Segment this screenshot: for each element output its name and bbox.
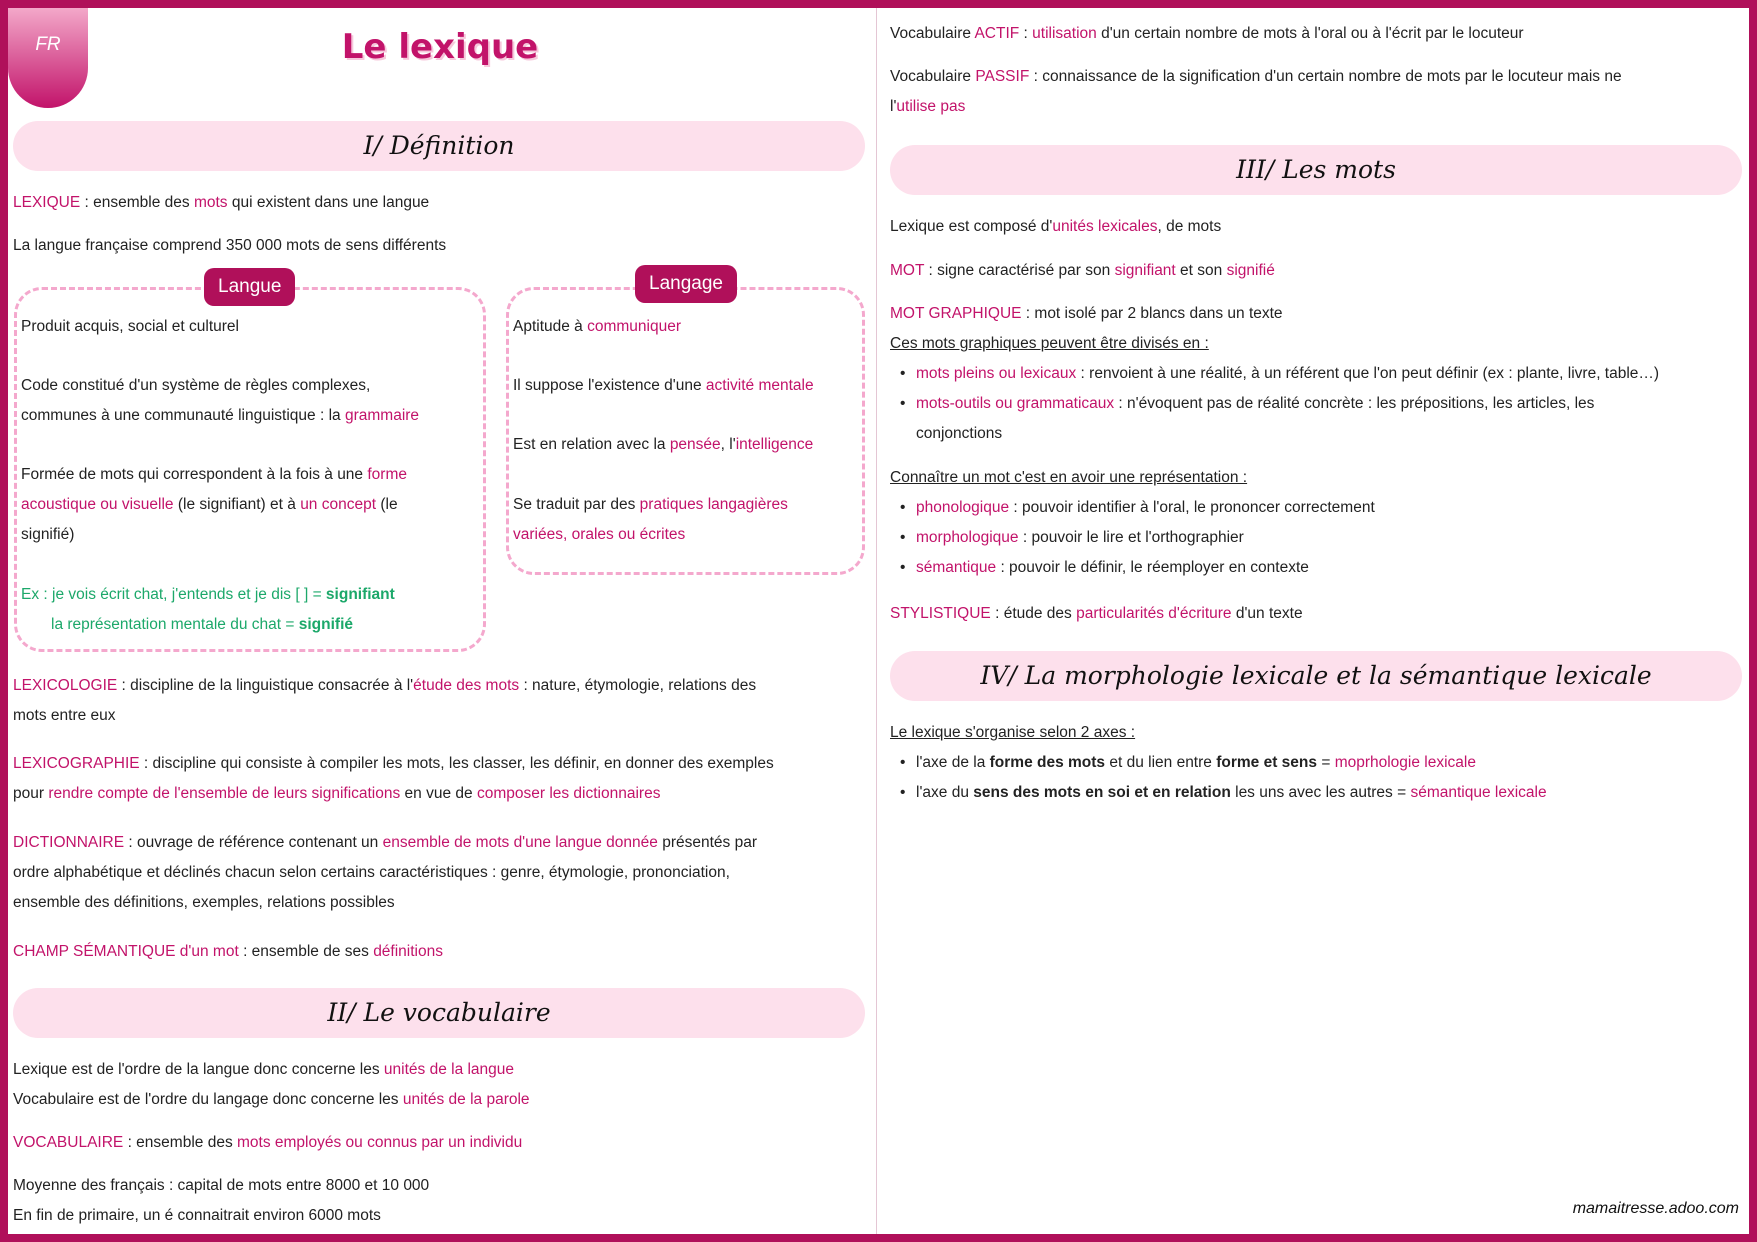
langage-line-1: Aptitude à communiquer [513,318,682,335]
langue-line-2: Code constitué d'un système de règles complexes, communes à une communauté linguistique : la grammaire [21,377,420,424]
list-item: • phonologique : pouvoir identifier à l'oral, le prononcer correctement [890,493,1750,523]
vocabulaire-line-2: Vocabulaire est de l'ordre du langage donc concerne les unités de la parole [13,1091,530,1108]
vocabulaire-line-1: Lexique est de l'ordre de la langue donc concerne les unités de la langue [13,1061,515,1078]
axes-list [890,748,1750,808]
organise-heading: Le lexique s'organise selon 2 axes : [890,724,1136,741]
list-item: • l'axe de la forme des mots et du lien entre forme et sens = moprhologie lexicale [890,748,1750,778]
stylistique-definition: STYLISTIQUE : étude des particularités d'écriture d'un texte [890,605,1303,622]
section-heading-mots: III/ Les mots [890,145,1742,195]
vocabulaire-actif: Vocabulaire ACTIF : utilisation d'un certain nombre de mots à l'oral ou à l'écrit par le locuteur [890,25,1524,42]
langue-example: Ex : je vois écrit chat, j'entends et je dis [ ] = signifiant la représentation mentale du chat = signifié [21,586,395,633]
list-item: • l'axe du sens des mots en soi et en relation les uns avec les autres = sémantique lexicale [890,778,1750,808]
vocabulaire-definition: VOCABULAIRE : ensemble des mots employés ou connus par un individu [13,1134,523,1151]
connaitre-heading: Connaître un mot c'est en avoir une représentation : [890,469,1248,486]
lexicographie-definition: LEXICOGRAPHIE : discipline qui consiste à compiler les mots, les classer, les définir, en donner des exemples pour rendre compte de l'ensemble de leurs significations en vue de composer les dictionnaires [13,755,774,802]
representation-list [890,493,1750,583]
mot-graphique-definition: MOT GRAPHIQUE : mot isolé par 2 blancs dans un texte [890,305,1283,322]
primaire-line: En fin de primaire, un é connaitrait environ 6000 mots [13,1207,381,1224]
column-divider [876,8,877,1234]
dictionnaire-definition: DICTIONNAIRE : ouvrage de référence contenant un ensemble de mots d'une langue donnée présentés par ordre alphabétique et déclinés chacun selon certains caractéristiques : genre, étymologie, prononciation, ensemble des définitions, exemples, relations possibles [13,834,757,911]
mot-definition: MOT : signe caractérisé par son signifiant et son signifié [890,262,1275,279]
lexicologie-definition: LEXICOLOGIE : discipline de la linguistique consacrée à l'étude des mots : nature, étymologie, relations des mots entre eux [13,677,757,724]
subject-badge [8,8,88,108]
vocabulaire-passif: Vocabulaire PASSIF : connaissance de la signification d'un certain nombre de mots par le locuteur mais ne l'utilise pas [890,68,1622,115]
langage-line-2: Il suppose l'existence d'une activité mentale [513,377,814,394]
lexique-compose: Lexique est composé d'unités lexicales, de mots [890,218,1222,235]
langue-tag: Langue [204,268,295,306]
section-heading-vocabulaire: II/ Le vocabulaire [13,988,865,1038]
list-item: • sémantique : pouvoir le définir, le réemployer en contexte [890,553,1750,583]
langue-line-3: Formée de mots qui correspondent à la fois à une forme acoustique ou visuelle (le signifiant) et à un concept (le signifié) [21,466,407,543]
list-item: • mots-outils ou grammaticaux : n'évoquent pas de réalité concrète : les prépositions, les articles, les conjonctions [890,389,1750,449]
langage-tag: Langage [635,265,737,303]
divises-heading: Ces mots graphiques peuvent être divisés en : [890,335,1209,352]
badge-label: FR [35,34,61,55]
lexique-definition: LEXIQUE : ensemble des mots qui existent dans une langue [13,194,430,211]
champ-semantique-definition: CHAMP SÉMANTIQUE d'un mot : ensemble de ses définitions [13,943,443,960]
list-item: • mots pleins ou lexicaux : renvoient à une réalité, à un référent que l'on peut définir (ex : plante, livre, table…) [890,359,1750,389]
section-heading-morphologie: IV/ La morphologie lexicale et la sémantique lexicale [890,651,1742,701]
footer-site: mamaitresse.adoo.com [1572,1200,1739,1217]
page-title: Le lexique [341,27,539,67]
langage-line-4: Se traduit par des pratiques langagières variées, orales ou écrites [513,496,788,543]
list-item: • morphologique : pouvoir le lire et l'orthographier [890,523,1750,553]
langue-line-1: Produit acquis, social et culturel [21,318,239,335]
langage-line-3: Est en relation avec la pensée, l'intelligence [513,436,814,453]
section-heading-definition: I/ Définition [13,121,865,171]
moyenne-line: Moyenne des français : capital de mots entre 8000 et 10 000 [13,1177,430,1194]
langue-count: La langue française comprend 350 000 mots de sens différents [13,237,447,254]
mots-graphiques-list [890,359,1750,449]
